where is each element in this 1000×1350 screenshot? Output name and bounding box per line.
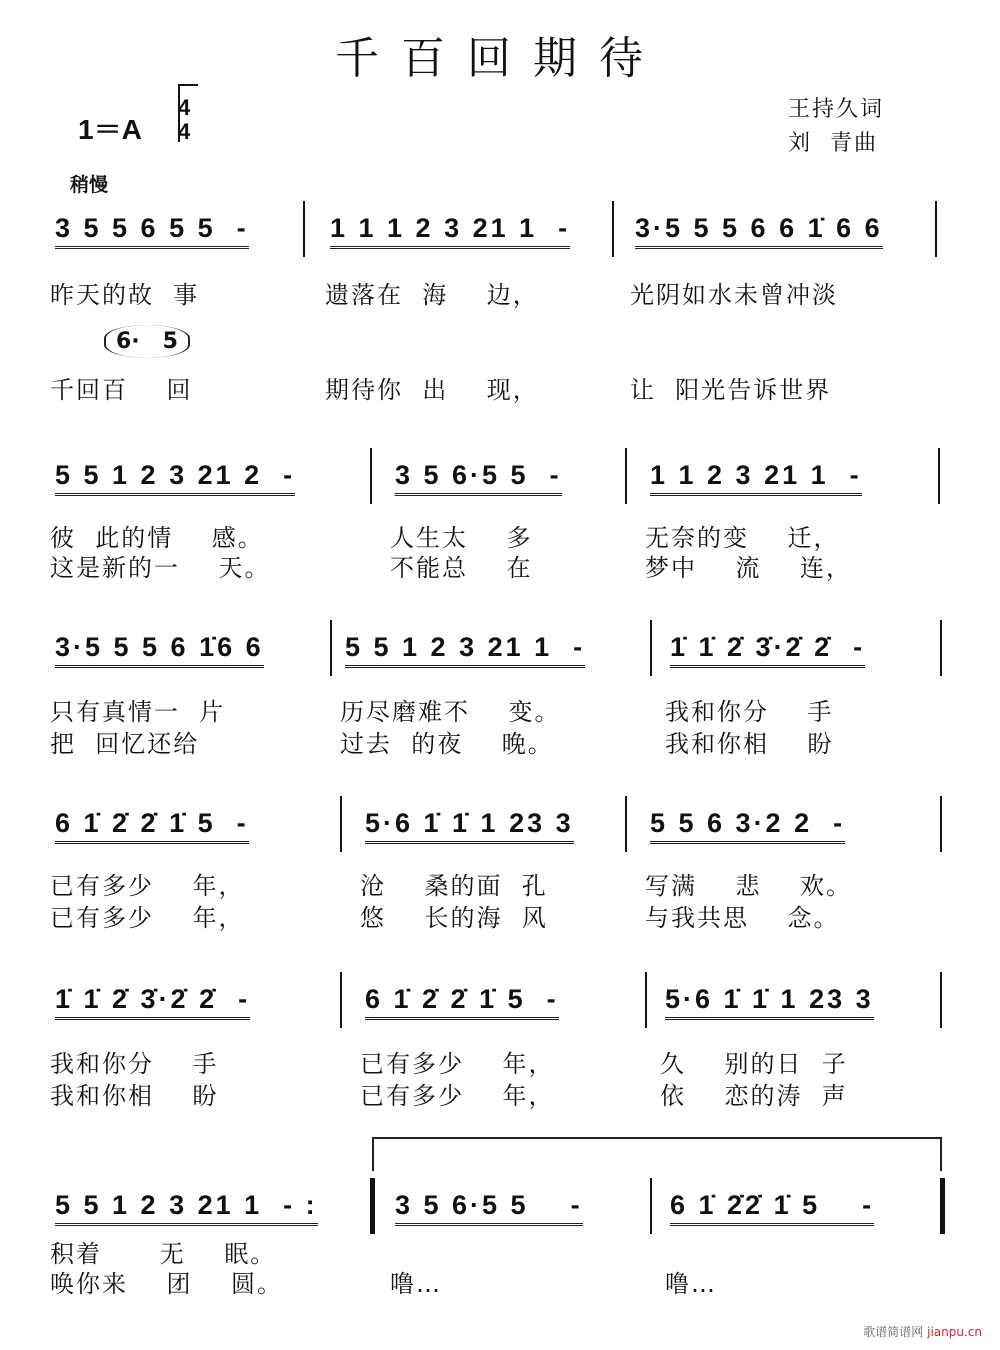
barline [340, 972, 342, 1028]
watermark-cn: 歌谱简谱网 [863, 1325, 924, 1339]
song-title: 千百回期待 [335, 33, 665, 84]
barline [612, 201, 614, 257]
lyric-verse-2: 悠 长的海 风 [360, 904, 548, 932]
measure [635, 213, 883, 249]
measure-notes: 6 1̇ 2̇ 2̇ 1̇ 5 - [365, 984, 559, 1020]
time-bottom: 4 [178, 119, 191, 144]
barline [625, 796, 627, 852]
measure-notes: 5 5 1 2 3 21 1 - : [55, 1190, 318, 1226]
barline [370, 448, 372, 504]
lyric-verse-1: 只有真情一 片 [50, 698, 226, 726]
lyric-verse-2: 噜… [390, 1270, 442, 1298]
lyric-verse-2: 期待你 出 现， [325, 376, 539, 404]
lyric-verse-2: 过去 的夜 晚。 [340, 730, 554, 758]
barline [625, 448, 627, 504]
measure [55, 1190, 318, 1226]
lyric-verse-2: 与我共思 念。 [645, 904, 840, 932]
time-fraction-line [178, 84, 198, 142]
composer-credit: 刘 青曲 [788, 131, 878, 156]
barline [650, 620, 652, 676]
measure-notes: 5 5 6 3·2 2 - [650, 808, 845, 844]
barline [940, 796, 942, 852]
barline [940, 620, 942, 676]
time-top: 4 [178, 95, 191, 120]
measure-notes: 5 5 1 2 3 21 1 - [345, 632, 585, 668]
lyric-verse-1: 沧 桑的面 孔 [360, 872, 548, 900]
measure-notes: 3 5 5 6 5 5 - [55, 213, 249, 249]
measure [55, 808, 249, 844]
lyric-verse-2: 噜… [665, 1270, 717, 1298]
lyric-verse-2: 已有多少 年， [50, 904, 245, 932]
barline [330, 620, 332, 676]
lyric-verse-1: 我和你分 手 [50, 1050, 219, 1078]
measure [650, 460, 862, 496]
barline [940, 972, 942, 1028]
lyric-verse-2: 我和你相 盼 [50, 1082, 219, 1110]
measure [55, 213, 249, 249]
measure-notes: 1 1 1 2 3 21 1 - [330, 213, 570, 249]
measure-notes: 6 1̇ 2̇2̇ 1̇ 5 - [670, 1190, 874, 1226]
lyricist-credit: 王持久词 [788, 97, 885, 122]
barline [645, 972, 647, 1028]
barline [370, 1178, 375, 1234]
barline [940, 1178, 945, 1234]
lyric-verse-2: 不能总 在 [390, 554, 533, 582]
watermark [863, 1323, 982, 1340]
variant-notes: 6· 5 [104, 325, 190, 358]
measure [55, 460, 295, 496]
volta-bracket [372, 1137, 942, 1171]
lyric-verse-1: 已有多少 年， [360, 1050, 555, 1078]
lyric-verse-2: 梦中 流 连， [645, 554, 853, 582]
measure [670, 632, 865, 668]
measure [365, 808, 574, 844]
lyric-verse-2: 已有多少 年， [360, 1082, 555, 1110]
lyric-verse-1: 积着 无 眠。 [50, 1240, 277, 1268]
measure [55, 632, 264, 668]
lyric-verse-2: 唤你来 团 圆。 [50, 1270, 284, 1298]
measure [650, 808, 845, 844]
lyric-verse-1: 光阴如水未曾冲淡 [630, 281, 838, 309]
barline [938, 448, 940, 504]
measure [330, 213, 570, 249]
lyric-verse-1: 久 别的日 子 [660, 1050, 848, 1078]
lyric-verse-1: 遗落在 海 边， [325, 281, 539, 309]
lyric-verse-2: 这是新的一 天。 [50, 554, 271, 582]
lyric-verse-1: 彼 此的情 感。 [50, 524, 264, 552]
lyric-verse-2: 千回百 回 [50, 376, 193, 404]
measure-notes: 5 5 1 2 3 21 2 - [55, 460, 295, 496]
measure-notes: 1̇ 1̇ 2̇ 3̇·2̇ 2̇ - [55, 984, 250, 1020]
measure [55, 984, 250, 1020]
lyric-verse-1: 历尽磨难不 变。 [340, 698, 561, 726]
measure [395, 1190, 583, 1226]
measure [395, 460, 562, 496]
tempo-marking: 稍慢 [70, 174, 109, 196]
watermark-url: jianpu.cn [927, 1325, 982, 1339]
measure-notes: 5·6 1̇ 1̇ 1 23 3 [365, 808, 574, 844]
lyric-verse-1: 写满 悲 欢。 [645, 872, 853, 900]
barline [650, 1178, 652, 1234]
lyric-verse-1: 人生太 多 [390, 524, 533, 552]
measure [665, 984, 874, 1020]
measure-notes: 3 5 6·5 5 - [395, 460, 562, 496]
lyric-verse-2: 把 回忆还给 [50, 730, 200, 758]
measure-notes: 5·6 1̇ 1̇ 1 23 3 [665, 984, 874, 1020]
measure [365, 984, 559, 1020]
lyric-verse-2: 依 恋的涛 声 [660, 1082, 848, 1110]
lyric-verse-2: 让 阳光告诉世界 [630, 376, 832, 404]
measure-notes: 3 5 6·5 5 - [395, 1190, 583, 1226]
measure [670, 1190, 874, 1226]
time-signature [178, 96, 190, 144]
barline [340, 796, 342, 852]
lyric-verse-1: 昨天的故 事 [50, 281, 200, 309]
measure-notes: 1 1 2 3 21 1 - [650, 460, 862, 496]
measure-notes: 3·5 5 5 6 1̇6 6 [55, 632, 264, 668]
key-signature: 1＝A [78, 114, 142, 145]
barline [303, 201, 305, 257]
measure-notes: 1̇ 1̇ 2̇ 3̇·2̇ 2̇ - [670, 632, 865, 668]
lyric-verse-1: 我和你分 手 [665, 698, 834, 726]
measure [345, 632, 585, 668]
measure-notes: 3·5 5 5 6 6 1̇ 6 6 [635, 213, 883, 249]
lyric-verse-2: 我和你相 盼 [665, 730, 834, 758]
barline [935, 201, 937, 257]
lyric-verse-1: 已有多少 年， [50, 872, 245, 900]
lyric-verse-1: 无奈的变 迁， [645, 524, 840, 552]
measure-notes: 6 1̇ 2̇ 2̇ 1̇ 5 - [55, 808, 249, 844]
